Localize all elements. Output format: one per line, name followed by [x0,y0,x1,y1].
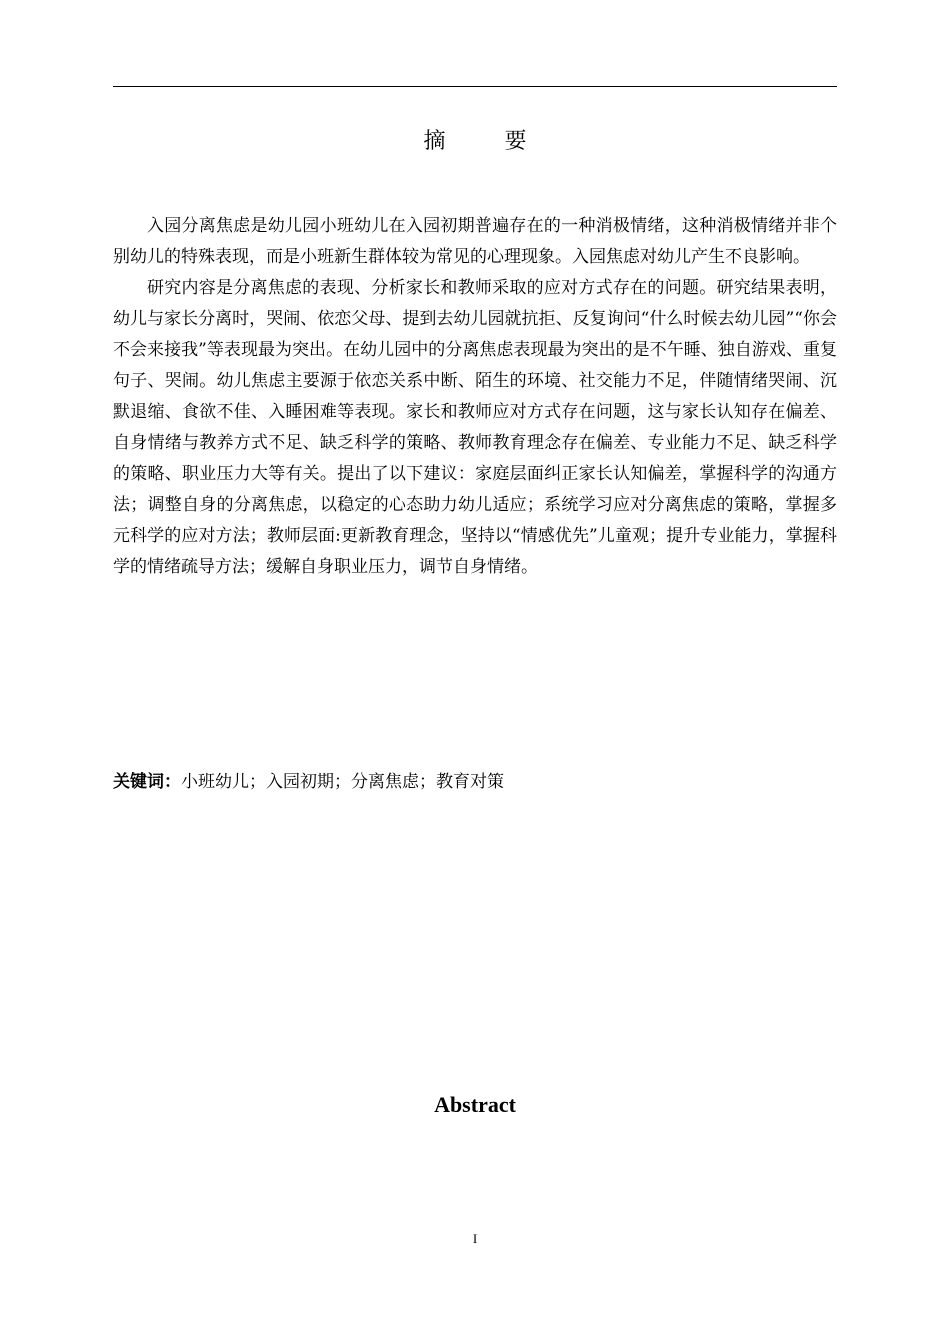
abstract-paragraph-1: 入园分离焦虑是幼儿园小班幼儿在入园初期普遍存在的一种消极情绪，这种消极情绪并非个别幼儿的特殊表现，而是小班新生群体较为常见的心理现象。入园焦虑对幼儿产生不良影响。 [113,216,837,267]
chinese-abstract-body [113,211,837,583]
keywords-label: 关键词： [113,772,181,792]
chinese-abstract-title: 摘 要 [423,129,553,154]
keywords-text: 小班幼儿；入园初期；分离焦虑；教育对策 [181,772,504,792]
header-rule [113,86,837,87]
page-number: I [472,1231,478,1246]
abstract-paragraph-2: 研究内容是分离焦虑的表现、分析家长和教师采取的应对方式存在的问题。研究结果表明，幼儿与家长分离时，哭闹、依恋父母、提到去幼儿园就抗拒、反复询问“什么时候去幼儿园”“你会不会来接我”等表现最为突出。在幼儿园中的分离焦虑表现最为突出的是不午睡、独自游戏、重复句子、哭闹。幼儿焦虑主要源于依恋关系中断、陌生的环境、社交能力不足，伴随情绪哭闹、沉默退缩、食欲不佳、入睡困难等表现。家长和教师应对方式存在问题，这与家长认知存在偏差、自身情绪与教养方式不足、缺乏科学的策略、教师教育理念存在偏差、专业能力不足、缺乏科学的策略、职业压力大等有关。提出了以下建议：家庭层面纠正家长认知偏差，掌握科学的沟通方法；调整自身的分离焦虑，以稳定的心态助力幼儿适应；系统学习应对分离焦虑的策略，掌握多元科学的应对方法；教师层面:更新教育理念，坚持以“情感优先”儿童观；提升专业能力，掌握科学的情绪疏导方法；缓解自身职业压力，调节自身情绪。 [113,278,837,577]
keywords-line [113,767,837,798]
english-abstract-title: Abstract [434,1092,516,1117]
